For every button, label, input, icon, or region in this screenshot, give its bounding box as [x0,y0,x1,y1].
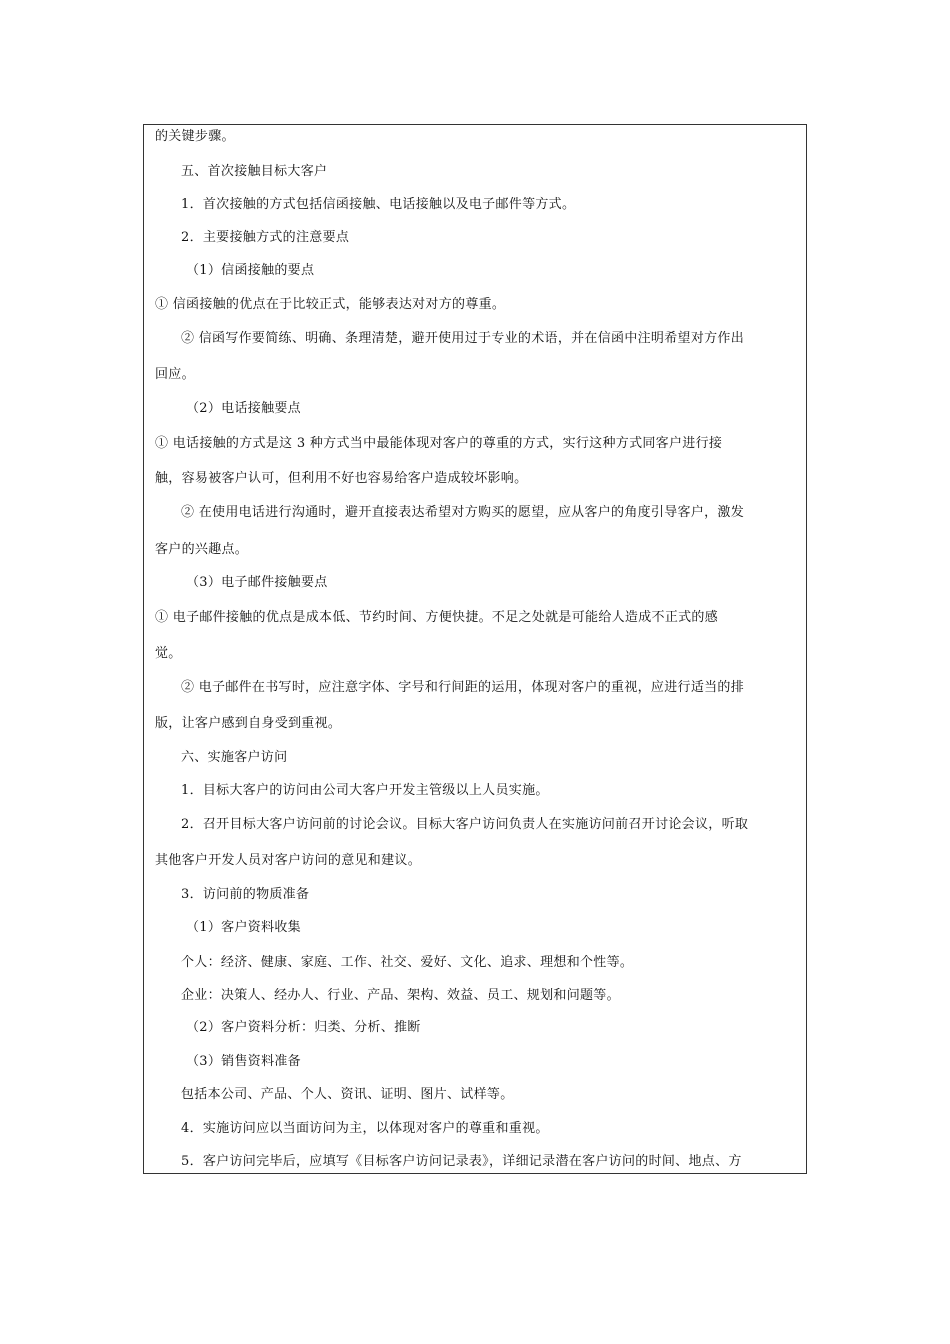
text-line: 1．首次接触的方式包括信函接触、电话接触以及电子邮件等方式。 [181,197,576,212]
text-line: 1．目标大客户的访问由公司大客户开发主管级以上人员实施。 [181,783,549,798]
text-line: 回应。 [155,367,195,382]
text-line: ② 电子邮件在书写时，应注意字体、字号和行间距的运用，体现对客户的重视，应进行适当的排 [181,680,745,695]
text-line: 5．客户访问完毕后，应填写《目标客户访问记录表》，详细记录潜在客户访问的时间、地点、方 [181,1154,742,1169]
text-line: ② 在使用电话进行沟通时，避开直接表达希望对方购买的愿望，应从客户的角度引导客户，激发 [181,505,745,520]
text-line: 个人：经济、健康、家庭、工作、社交、爱好、文化、追求、理想和个性等。 [181,955,634,970]
text-line: 包括本公司、产品、个人、资讯、证明、图片、试样等。 [181,1087,514,1102]
section-heading: 五、首次接触目标大客户 [181,164,328,179]
content-frame [143,124,807,1174]
text-line: 的关键步骤。 [155,129,235,144]
text-line: 觉。 [155,646,182,661]
text-line: 4．实施访问应以当面访问为主，以体现对客户的尊重和重视。 [181,1121,549,1136]
text-line: 企业：决策人、经办人、行业、产品、架构、效益、员工、规划和问题等。 [181,988,620,1003]
text-line: 2．主要接触方式的注意要点 [181,230,350,245]
text-line: 2．召开目标大客户访问前的讨论会议。目标大客户访问负责人在实施访问前召开讨论会议，听取 [181,817,749,832]
text-line: （3）销售资料准备 [186,1054,301,1069]
text-line: （1）信函接触的要点 [186,263,315,278]
text-line: 版，让客户感到自身受到重视。 [155,716,342,731]
text-line: 触，容易被客户认可，但利用不好也容易给客户造成较坏影响。 [155,471,528,486]
text-line: （2）客户资料分析：归类、分析、推断 [186,1020,421,1035]
section-heading: 六、实施客户访问 [181,750,288,765]
text-line: ② 信函写作要简练、明确、条理清楚，避开使用过于专业的术语，并在信函中注明希望对方作出 [181,331,745,346]
text-line: ① 信函接触的优点在于比较正式，能够表达对对方的尊重。 [155,297,506,312]
text-line: ① 电子邮件接触的优点是成本低、节约时间、方便快捷。不足之处就是可能给人造成不正式的感 [155,610,719,625]
text-line: 3．访问前的物质准备 [181,887,310,902]
text-line: ① 电话接触的方式是这 3 种方式当中最能体现对客户的尊重的方式，实行这种方式同客户进行接 [155,436,723,451]
text-line: （3）电子邮件接触要点 [186,575,328,590]
text-line: 客户的兴趣点。 [155,542,249,557]
text-line: 其他客户开发人员对客户访问的意见和建议。 [155,853,422,868]
text-line: （1）客户资料收集 [186,920,301,935]
text-line: （2）电话接触要点 [186,401,301,416]
